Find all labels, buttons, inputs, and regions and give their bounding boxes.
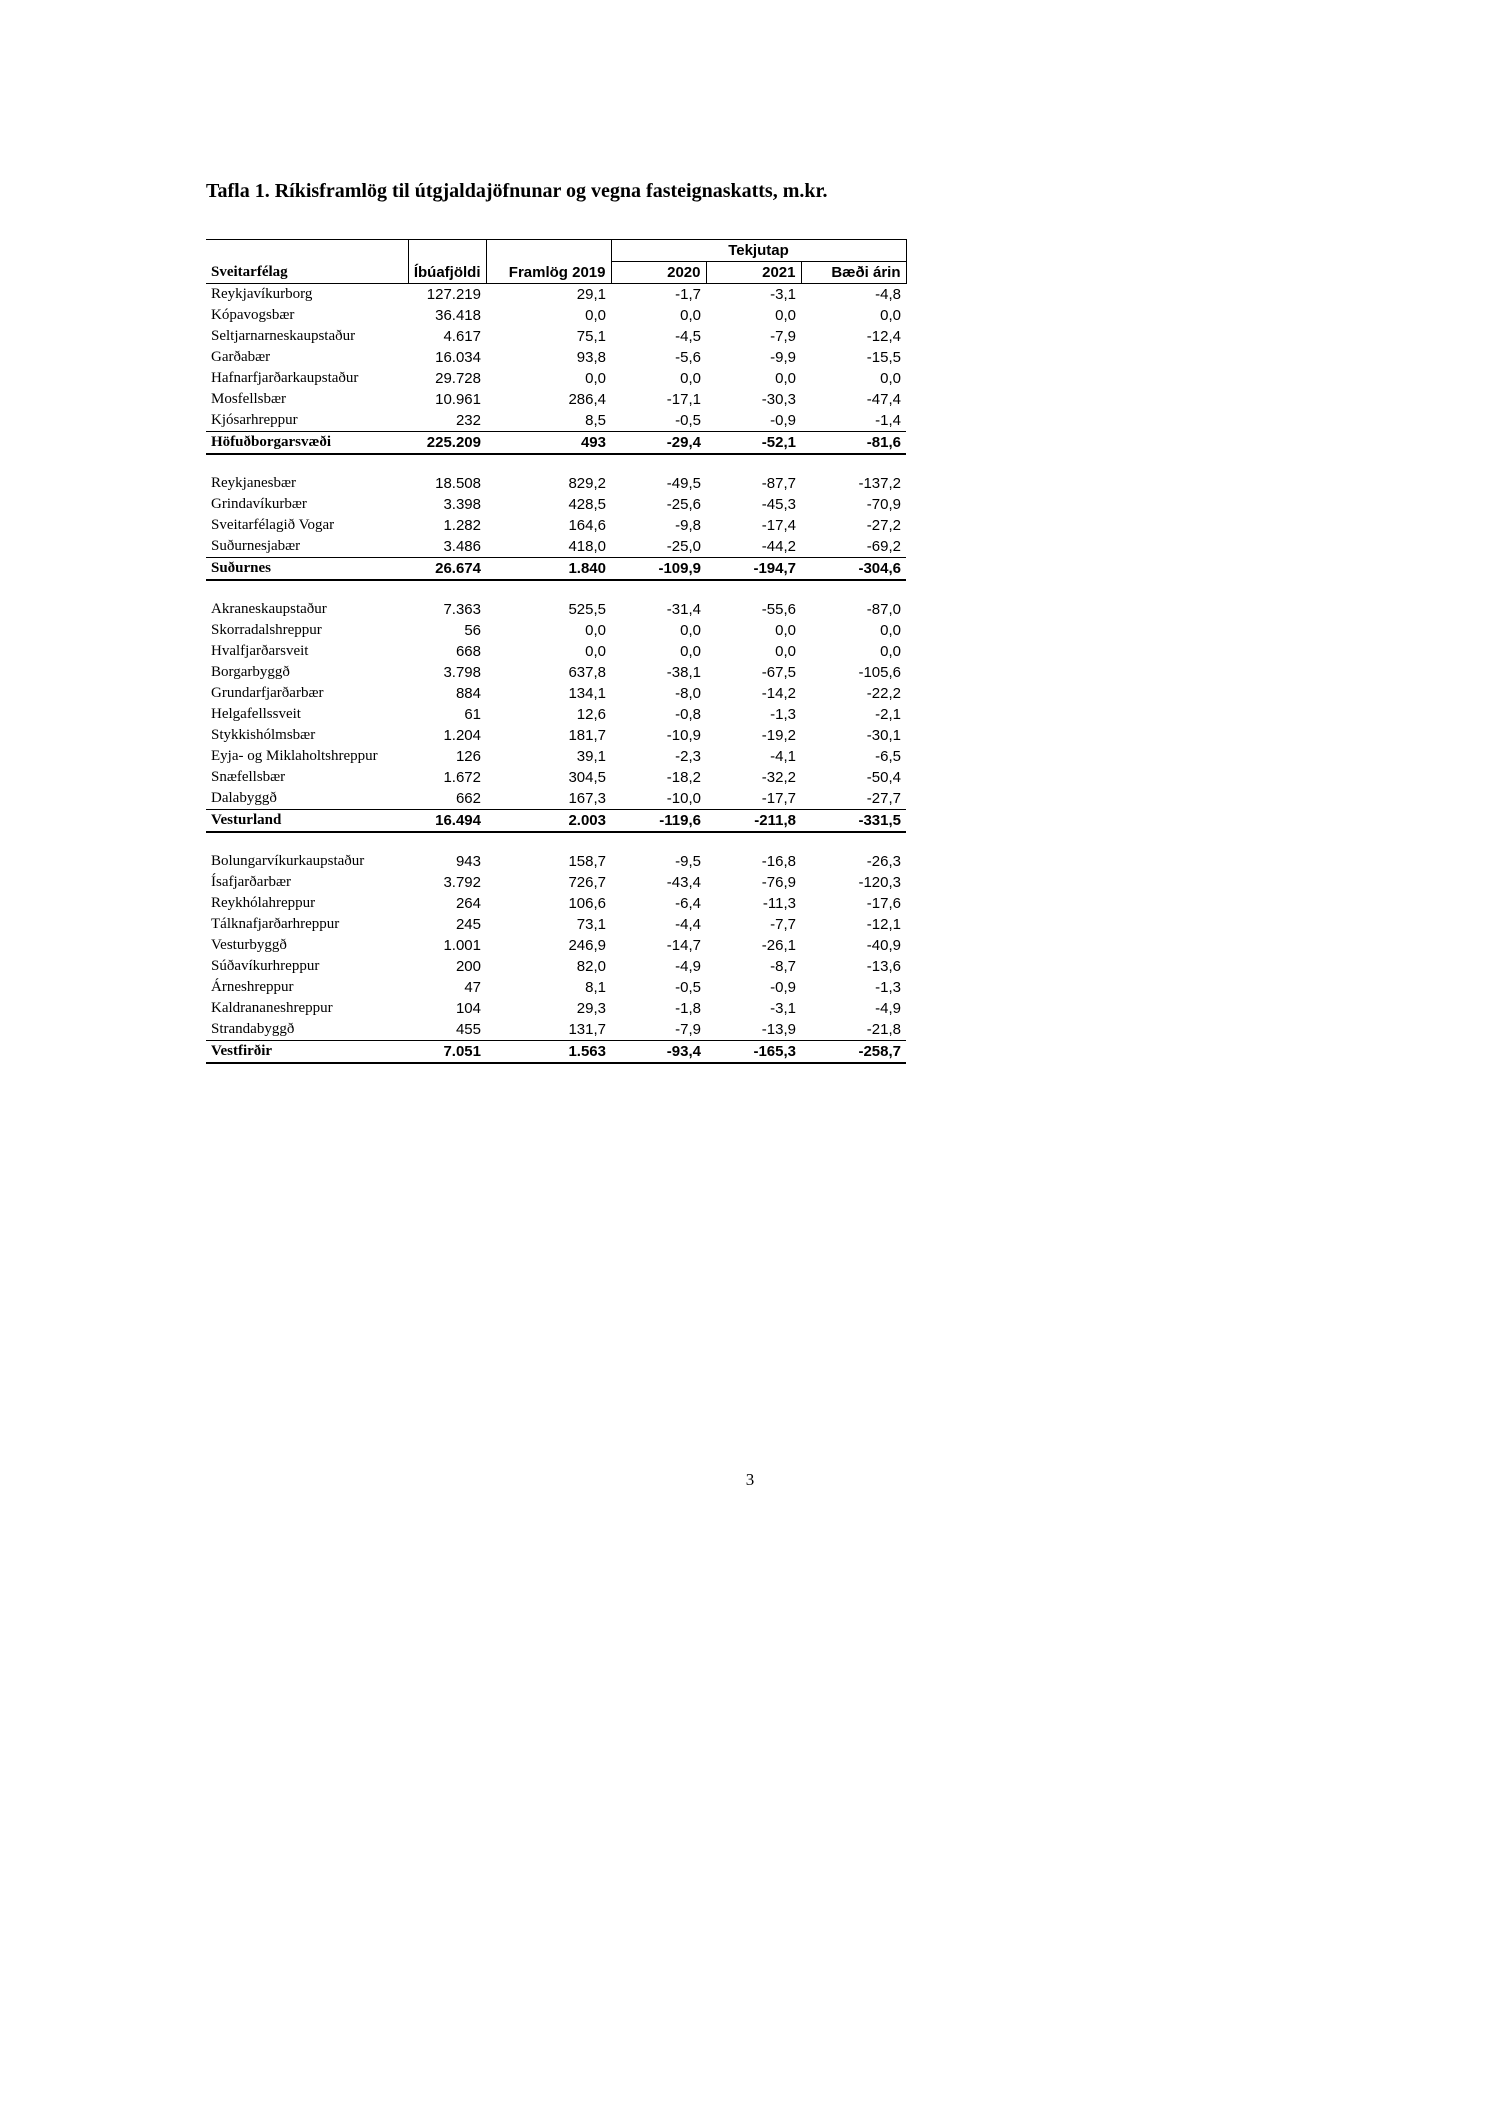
- table-row: [206, 851, 906, 872]
- table-row: [206, 725, 906, 746]
- cell-value: -17,1: [666, 391, 701, 408]
- table-row: [206, 494, 906, 515]
- cell-municipality: Vestfirðir: [206, 1041, 408, 1064]
- cell-municipality: Grindavíkurbær: [211, 496, 307, 512]
- cell-value: -45,3: [761, 496, 796, 513]
- cell-value: 525,5: [568, 601, 606, 618]
- table-row: [206, 1019, 906, 1041]
- table-body: [206, 284, 906, 1064]
- cell-municipality: Skorradalshreppur: [211, 622, 322, 638]
- cell-municipality: Mosfellsbær: [211, 391, 286, 407]
- cell-value: -26,1: [761, 937, 796, 954]
- cell-value: -4,1: [770, 748, 796, 765]
- cell-value: -1,4: [875, 412, 901, 429]
- table-total-row: [206, 558, 906, 581]
- cell-value: -50,4: [866, 769, 901, 786]
- cell-value: 0,0: [775, 643, 796, 660]
- cell-value: 16.494: [408, 810, 486, 833]
- cell-municipality: Árneshreppur: [211, 979, 294, 995]
- span-header-spacer: [206, 240, 408, 262]
- cell-value: -11,3: [762, 895, 796, 912]
- cell-value: 0,0: [880, 643, 901, 660]
- cell-value: -21,8: [866, 1021, 901, 1038]
- cell-value: -119,6: [611, 810, 706, 833]
- cell-value: 39,1: [576, 748, 606, 765]
- cell-municipality: Suðurnesjabær: [211, 538, 301, 554]
- cell-value: -4,5: [675, 328, 701, 345]
- table-row: [206, 704, 906, 725]
- cell-value: -10,0: [666, 790, 701, 807]
- cell-municipality: Súðavíkurhreppur: [211, 958, 320, 974]
- cell-value: -19,2: [761, 727, 796, 744]
- cell-value: -4,8: [875, 286, 901, 303]
- document-content: [206, 180, 906, 1064]
- table-row: [206, 746, 906, 767]
- cell-value: 7.051: [408, 1041, 486, 1064]
- cell-value: -17,6: [866, 895, 901, 912]
- cell-municipality: Höfuðborgarsvæði: [206, 432, 408, 455]
- cell-value: 18.508: [435, 475, 481, 492]
- cell-value: -40,9: [866, 937, 901, 954]
- spacer-row: [206, 454, 906, 473]
- cell-value: 418,0: [568, 538, 606, 555]
- table-row: [206, 872, 906, 893]
- cell-value: -70,9: [866, 496, 901, 513]
- cell-value: -16,8: [761, 853, 796, 870]
- cell-value: 127.219: [426, 286, 481, 303]
- cell-value: 264: [455, 895, 481, 912]
- cell-municipality: Reykjavíkurborg: [211, 286, 313, 302]
- cell-value: -13,9: [761, 1021, 796, 1038]
- cell-municipality: Garðabær: [211, 349, 271, 365]
- cell-value: 0,0: [680, 622, 701, 639]
- cell-value: 1.672: [443, 769, 481, 786]
- cell-value: -0,5: [675, 412, 701, 429]
- cell-municipality: Kjósarhreppur: [211, 412, 298, 428]
- table-row: [206, 284, 906, 306]
- page-number: 3: [745, 1470, 755, 1489]
- cell-value: -2,1: [875, 706, 901, 723]
- cell-value: -14,7: [666, 937, 701, 954]
- cell-value: 164,6: [568, 517, 606, 534]
- cell-municipality: Kópavogsbær: [211, 307, 295, 323]
- cell-value: 0,0: [775, 307, 796, 324]
- cell-value: 47: [464, 979, 481, 996]
- cell-value: 1.204: [443, 727, 481, 744]
- cell-value: 26.674: [408, 558, 486, 581]
- spacer-cell: [206, 832, 906, 851]
- cell-value: 943: [455, 853, 481, 870]
- cell-value: -12,1: [866, 916, 901, 933]
- cell-value: -69,2: [866, 538, 901, 555]
- cell-value: 232: [455, 412, 481, 429]
- column-header-2021: 2021: [706, 262, 801, 284]
- cell-value: 167,3: [568, 790, 606, 807]
- cell-value: 29,3: [576, 1000, 606, 1017]
- cell-value: -55,6: [761, 601, 796, 618]
- span-header-spacer: [486, 240, 611, 262]
- cell-value: -331,5: [801, 810, 906, 833]
- cell-value: 126: [455, 748, 481, 765]
- cell-value: 246,9: [568, 937, 606, 954]
- cell-value: 493: [486, 432, 611, 455]
- cell-municipality: Seltjarnarneskaupstaður: [211, 328, 356, 344]
- cell-value: -22,2: [866, 685, 901, 702]
- cell-municipality: Strandabyggð: [211, 1021, 295, 1037]
- cell-municipality: Akraneskaupstaður: [211, 601, 327, 617]
- cell-value: -304,6: [801, 558, 906, 581]
- cell-value: 93,8: [576, 349, 606, 366]
- cell-value: 286,4: [568, 391, 606, 408]
- document-title: Tafla 1. Ríkisframlög til útgjaldajöfnunar og vegna fasteignaskatts, m.kr.: [206, 180, 828, 202]
- cell-value: 0,0: [775, 370, 796, 387]
- cell-value: 637,8: [568, 664, 606, 681]
- cell-value: -9,9: [770, 349, 796, 366]
- cell-municipality: Reykjanesbær: [211, 475, 296, 491]
- cell-value: 131,7: [568, 1021, 606, 1038]
- table-row: [206, 389, 906, 410]
- cell-value: 1.840: [486, 558, 611, 581]
- cell-municipality: Suðurnes: [206, 558, 408, 581]
- cell-municipality: Sveitarfélagið Vogar: [211, 517, 335, 533]
- cell-value: 1.282: [443, 517, 481, 534]
- cell-municipality: Eyja- og Miklaholtshreppur: [211, 748, 378, 764]
- cell-value: -1,8: [675, 1000, 701, 1017]
- table-row: [206, 914, 906, 935]
- cell-value: 200: [455, 958, 481, 975]
- cell-value: 36.418: [435, 307, 481, 324]
- cell-value: -49,5: [666, 475, 701, 492]
- table-row: [206, 977, 906, 998]
- cell-value: 75,1: [576, 328, 606, 345]
- cell-value: 181,7: [568, 727, 606, 744]
- cell-value: 0,0: [585, 643, 606, 660]
- table-row: [206, 788, 906, 810]
- cell-municipality: Hvalfjarðarsveit: [211, 643, 309, 659]
- cell-value: 29,1: [576, 286, 606, 303]
- table-row: [206, 536, 906, 558]
- cell-value: -3,1: [770, 286, 796, 303]
- cell-municipality: Vesturbyggð: [211, 937, 287, 953]
- cell-value: 61: [464, 706, 481, 723]
- table-row: [206, 599, 906, 620]
- table-row: [206, 410, 906, 432]
- cell-value: -5,6: [675, 349, 701, 366]
- cell-value: -137,2: [858, 475, 901, 492]
- cell-value: -7,7: [770, 916, 796, 933]
- cell-value: -8,7: [770, 958, 796, 975]
- column-header-baedi-arin: Bæði árin: [801, 262, 906, 284]
- cell-value: -12,4: [866, 328, 901, 345]
- cell-value: 106,6: [568, 895, 606, 912]
- cell-value: -76,9: [761, 874, 796, 891]
- cell-value: -6,5: [875, 748, 901, 765]
- cell-value: -17,7: [761, 790, 796, 807]
- cell-value: -14,2: [761, 685, 796, 702]
- table-row: [206, 683, 906, 704]
- cell-value: -27,2: [866, 517, 901, 534]
- cell-value: -4,9: [875, 1000, 901, 1017]
- cell-value: -30,3: [761, 391, 796, 408]
- cell-value: -7,9: [770, 328, 796, 345]
- cell-value: -105,6: [858, 664, 901, 681]
- cell-value: -0,9: [770, 979, 796, 996]
- table-row: [206, 515, 906, 536]
- spacer-cell: [206, 454, 906, 473]
- column-group-header-tekjutap: Tekjutap: [611, 240, 906, 262]
- cell-value: 0,0: [585, 622, 606, 639]
- cell-municipality: Dalabyggð: [211, 790, 277, 806]
- cell-value: 82,0: [576, 958, 606, 975]
- cell-value: 3.792: [443, 874, 481, 891]
- cell-value: 0,0: [585, 307, 606, 324]
- cell-value: -44,2: [761, 538, 796, 555]
- cell-value: 0,0: [880, 307, 901, 324]
- cell-value: -1,7: [675, 286, 701, 303]
- cell-value: 134,1: [568, 685, 606, 702]
- cell-value: -18,2: [666, 769, 701, 786]
- table-row: [206, 998, 906, 1019]
- table-row: [206, 956, 906, 977]
- cell-value: -30,1: [866, 727, 901, 744]
- cell-value: 3.798: [443, 664, 481, 681]
- cell-value: 12,6: [576, 706, 606, 723]
- cell-value: 104: [455, 1000, 481, 1017]
- cell-municipality: Tálknafjarðarhreppur: [211, 916, 340, 932]
- table-row: [206, 767, 906, 788]
- table-row: [206, 620, 906, 641]
- cell-value: -52,1: [706, 432, 801, 455]
- table-total-row: [206, 432, 906, 455]
- cell-value: -6,4: [675, 895, 701, 912]
- cell-value: 4.617: [443, 328, 481, 345]
- cell-value: 10.961: [435, 391, 481, 408]
- cell-value: -0,5: [675, 979, 701, 996]
- span-header-spacer: [408, 240, 486, 262]
- cell-value: 16.034: [435, 349, 481, 366]
- cell-municipality: Kaldrananeshreppur: [211, 1000, 333, 1016]
- cell-value: -3,1: [770, 1000, 796, 1017]
- cell-value: -1,3: [770, 706, 796, 723]
- cell-value: 7.363: [443, 601, 481, 618]
- cell-value: -25,0: [666, 538, 701, 555]
- cell-value: -165,3: [706, 1041, 801, 1064]
- cell-value: 56: [464, 622, 481, 639]
- cell-value: -194,7: [706, 558, 801, 581]
- cell-value: 245: [455, 916, 481, 933]
- cell-value: 829,2: [568, 475, 606, 492]
- cell-value: -31,4: [666, 601, 701, 618]
- table-row: [206, 347, 906, 368]
- cell-value: -47,4: [866, 391, 901, 408]
- cell-value: 1.001: [443, 937, 481, 954]
- cell-value: 158,7: [568, 853, 606, 870]
- cell-municipality: Snæfellsbær: [211, 769, 286, 785]
- table-row: [206, 305, 906, 326]
- cell-value: 3.486: [443, 538, 481, 555]
- cell-value: -81,6: [801, 432, 906, 455]
- table-row: [206, 368, 906, 389]
- cell-value: -25,6: [666, 496, 701, 513]
- cell-municipality: Vesturland: [206, 810, 408, 833]
- cell-value: -1,3: [875, 979, 901, 996]
- cell-value: 668: [455, 643, 481, 660]
- cell-value: 0,0: [680, 307, 701, 324]
- cell-value: -9,5: [675, 853, 701, 870]
- cell-value: 428,5: [568, 496, 606, 513]
- cell-value: 0,0: [775, 622, 796, 639]
- cell-value: 73,1: [576, 916, 606, 933]
- cell-value: 455: [455, 1021, 481, 1038]
- cell-municipality: Helgafellssveit: [211, 706, 301, 722]
- cell-value: -15,5: [866, 349, 901, 366]
- cell-value: -17,4: [761, 517, 796, 534]
- cell-value: 0,0: [880, 370, 901, 387]
- table-total-row: [206, 1041, 906, 1064]
- spacer-row: [206, 580, 906, 599]
- municipal-contributions-table: [206, 239, 907, 1064]
- cell-value: -38,1: [666, 664, 701, 681]
- cell-value: -13,6: [866, 958, 901, 975]
- cell-value: 884: [455, 685, 481, 702]
- table-row: [206, 662, 906, 683]
- cell-value: -43,4: [666, 874, 701, 891]
- cell-value: -120,3: [858, 874, 901, 891]
- cell-value: -7,9: [675, 1021, 701, 1038]
- cell-value: 726,7: [568, 874, 606, 891]
- cell-value: -26,3: [866, 853, 901, 870]
- cell-value: -87,0: [866, 601, 901, 618]
- column-header-2020: 2020: [611, 262, 706, 284]
- cell-value: 304,5: [568, 769, 606, 786]
- cell-value: 662: [455, 790, 481, 807]
- cell-municipality: Ísafjarðarbær: [211, 874, 291, 890]
- cell-value: 8,5: [585, 412, 606, 429]
- cell-value: -4,4: [675, 916, 701, 933]
- column-header-ibuafjoldi: Íbúafjöldi: [408, 262, 486, 284]
- column-header-framlog-2019: Framlög 2019: [486, 262, 611, 284]
- cell-value: 225.209: [408, 432, 486, 455]
- column-header-sveitarfelag: Sveitarfélag: [206, 262, 408, 284]
- cell-value: -2,3: [675, 748, 701, 765]
- table-row: [206, 473, 906, 494]
- table-total-row: [206, 810, 906, 833]
- cell-value: -10,9: [666, 727, 701, 744]
- cell-value: -109,9: [611, 558, 706, 581]
- cell-value: -0,8: [675, 706, 701, 723]
- cell-value: -27,7: [866, 790, 901, 807]
- spacer-row: [206, 832, 906, 851]
- table-row: [206, 935, 906, 956]
- cell-municipality: Grundarfjarðarbær: [211, 685, 324, 701]
- column-header-row: [206, 262, 906, 284]
- cell-municipality: Stykkishólmsbær: [211, 727, 316, 743]
- spacer-cell: [206, 580, 906, 599]
- table-row: [206, 326, 906, 347]
- cell-value: -29,4: [611, 432, 706, 455]
- cell-value: 0,0: [680, 370, 701, 387]
- table-row: [206, 893, 906, 914]
- cell-value: -211,8: [706, 810, 801, 833]
- table-row: [206, 641, 906, 662]
- cell-municipality: Bolungarvíkurkaupstaður: [211, 853, 365, 869]
- cell-value: 8,1: [585, 979, 606, 996]
- cell-value: -4,9: [675, 958, 701, 975]
- cell-value: -0,9: [770, 412, 796, 429]
- cell-value: -9,8: [675, 517, 701, 534]
- cell-value: -8,0: [675, 685, 701, 702]
- cell-value: -87,7: [761, 475, 796, 492]
- cell-value: 3.398: [443, 496, 481, 513]
- cell-value: -93,4: [611, 1041, 706, 1064]
- cell-municipality: Borgarbyggð: [211, 664, 290, 680]
- cell-municipality: Hafnarfjarðarkaupstaður: [211, 370, 359, 386]
- cell-value: 0,0: [585, 370, 606, 387]
- cell-value: 2.003: [486, 810, 611, 833]
- cell-value: -67,5: [761, 664, 796, 681]
- cell-value: 1.563: [486, 1041, 611, 1064]
- cell-value: -258,7: [801, 1041, 906, 1064]
- cell-municipality: Reykhólahreppur: [211, 895, 316, 911]
- table-header: [206, 240, 906, 284]
- span-header-row: [206, 240, 906, 262]
- cell-value: 0,0: [880, 622, 901, 639]
- cell-value: 29.728: [435, 370, 481, 387]
- cell-value: 0,0: [680, 643, 701, 660]
- cell-value: -32,2: [761, 769, 796, 786]
